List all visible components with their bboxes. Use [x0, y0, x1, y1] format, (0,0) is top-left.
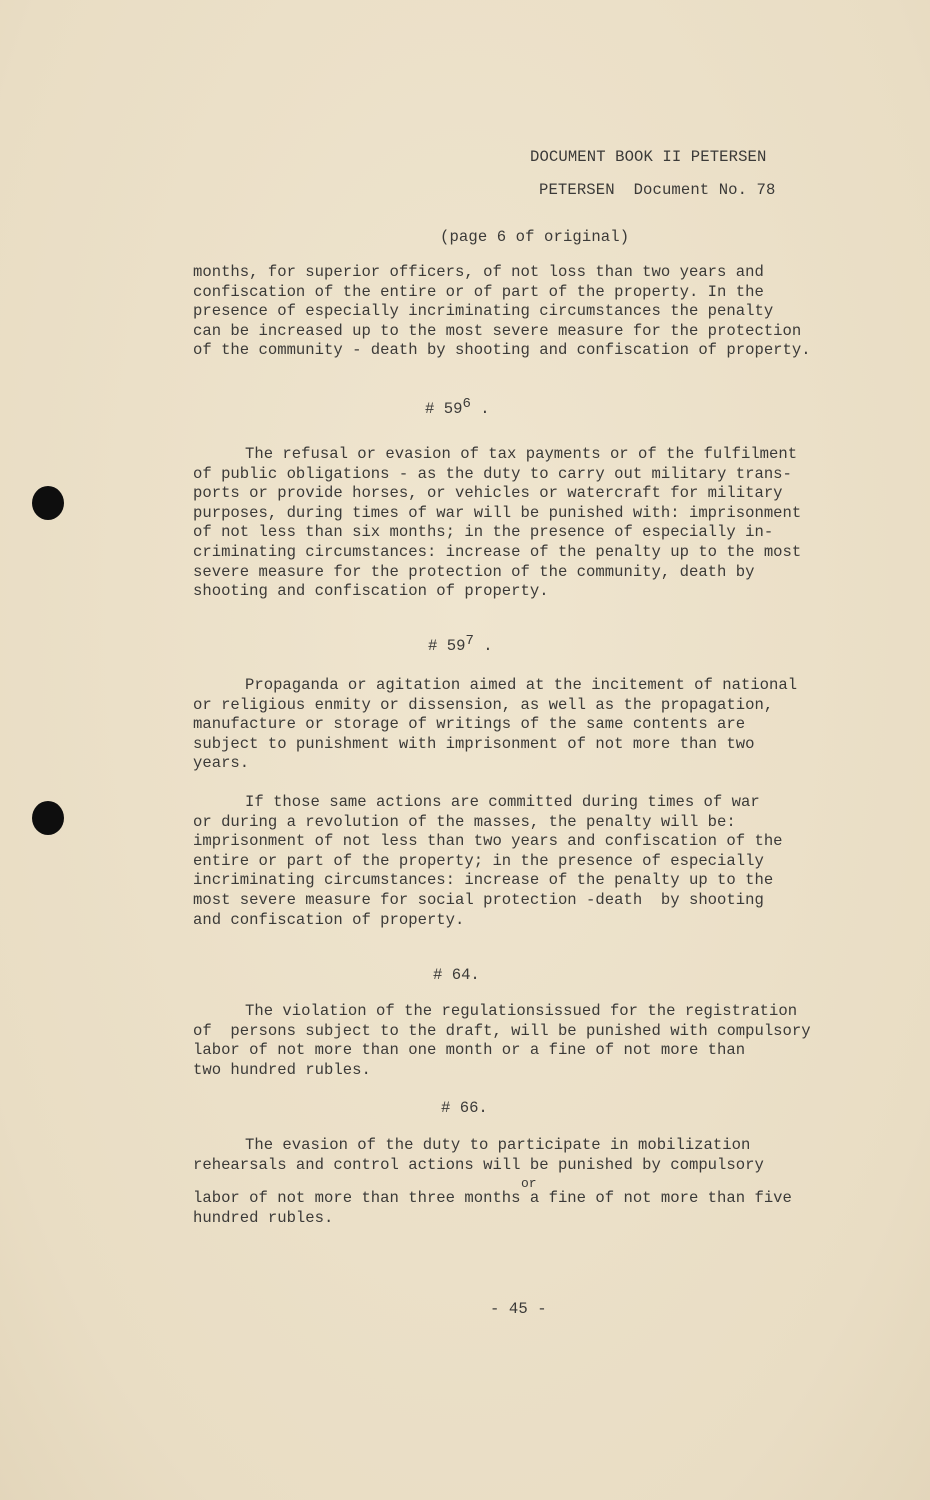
punch-hole [32, 486, 64, 520]
section-suffix: . [480, 400, 490, 418]
text-line: shooting and confiscation of property. [193, 582, 549, 601]
section-symbol: # [433, 966, 443, 984]
text-line: and confiscation of property. [193, 910, 465, 929]
text-line: If those same actions are committed during times of war [245, 793, 760, 811]
text-line: hundred rubles. [193, 1208, 334, 1227]
text-line: years. [193, 754, 250, 773]
text-line: entire or part of the property; in the presence of especially [193, 851, 764, 870]
text-line: criminating circumstances: increase of the penalty up to the most [193, 542, 802, 561]
text-line: or during a revolution of the masses, the penalty will be: [193, 812, 736, 831]
text-line: ports or provide horses, or vehicles or watercraft for military [193, 484, 783, 503]
text-line: severe measure for the protection of the community, death by [193, 562, 755, 581]
paragraph [193, 445, 801, 602]
page-number: - 45 - [490, 1300, 547, 1318]
text-line: manufacture or storage of writings of the same contents are [193, 715, 746, 734]
section-symbol: # [441, 1099, 451, 1117]
paragraph [193, 263, 811, 361]
text-line: of not less than six months; in the presence of especially in- [193, 523, 774, 542]
text-line: can be increased up to the most severe measure for the protection [193, 321, 802, 340]
section-heading [428, 633, 493, 655]
text-line: of persons subject to the draft, will be punished with compulsory [193, 1021, 811, 1040]
text-line: most severe measure for social protection -death by shooting [193, 890, 764, 909]
text-line: of public obligations - as the duty to carry out military trans- [193, 464, 792, 483]
text-line: labor of not more than three months a fine of not more than five [193, 1189, 792, 1208]
section-number: 66. [459, 1099, 488, 1117]
section-number: 59 [446, 637, 466, 655]
text-line: months, for superior officers, of not loss than two years and [193, 263, 764, 281]
text-line: confiscation of the entire or of part of the property. In the [193, 282, 764, 301]
document-book-header: DOCUMENT BOOK II PETERSEN [530, 148, 767, 166]
paragraph [193, 1136, 792, 1228]
document-number: PETERSEN Document No. 78 [539, 181, 776, 199]
paragraph [193, 793, 783, 930]
section-suffix: . [483, 637, 493, 655]
section-heading [425, 396, 490, 418]
section-heading [433, 966, 489, 984]
section-number: 59 [443, 400, 463, 418]
text-line: The refusal or evasion of tax payments or of the fulfilment [245, 445, 798, 463]
text-line: or religious enmity or dissension, as well as the propagation, [193, 695, 774, 714]
text-line: purposes, during times of war will be punished with: imprisonment [193, 503, 802, 522]
section-superscript: 6 [462, 396, 471, 412]
text-line: imprisonment of not less than two years and confiscation of the [193, 832, 783, 851]
text-line: Propaganda or agitation aimed at the incitement of national [245, 676, 798, 694]
section-heading [441, 1099, 497, 1117]
paragraph [193, 676, 797, 774]
typed-insertion: or [521, 1175, 537, 1191]
text-line: two hundred rubles. [193, 1060, 371, 1079]
text-line: subject to punishment with imprisonment of not more than two [193, 734, 755, 753]
section-superscript: 7 [465, 633, 474, 649]
text-line: of the community - death by shooting and confiscation of property. [193, 341, 811, 360]
paragraph [193, 1002, 811, 1080]
original-page-note: (page 6 of original) [440, 228, 630, 246]
text-line: incriminating circumstances: increase of the penalty up to the [193, 871, 774, 890]
section-number: 64. [451, 966, 480, 984]
section-symbol: # [425, 400, 435, 418]
text-line: rehearsals and control actions will be punished by compulsory [193, 1155, 764, 1174]
text-line: labor of not more than one month or a fine of not more than [193, 1041, 746, 1060]
text-line: The evasion of the duty to participate in mobilization [245, 1136, 751, 1154]
text-line: presence of especially incriminating circumstances the penalty [193, 302, 774, 321]
punch-hole [32, 801, 64, 835]
text-line: The violation of the regulationsissued for the registration [245, 1002, 798, 1020]
section-symbol: # [428, 637, 438, 655]
